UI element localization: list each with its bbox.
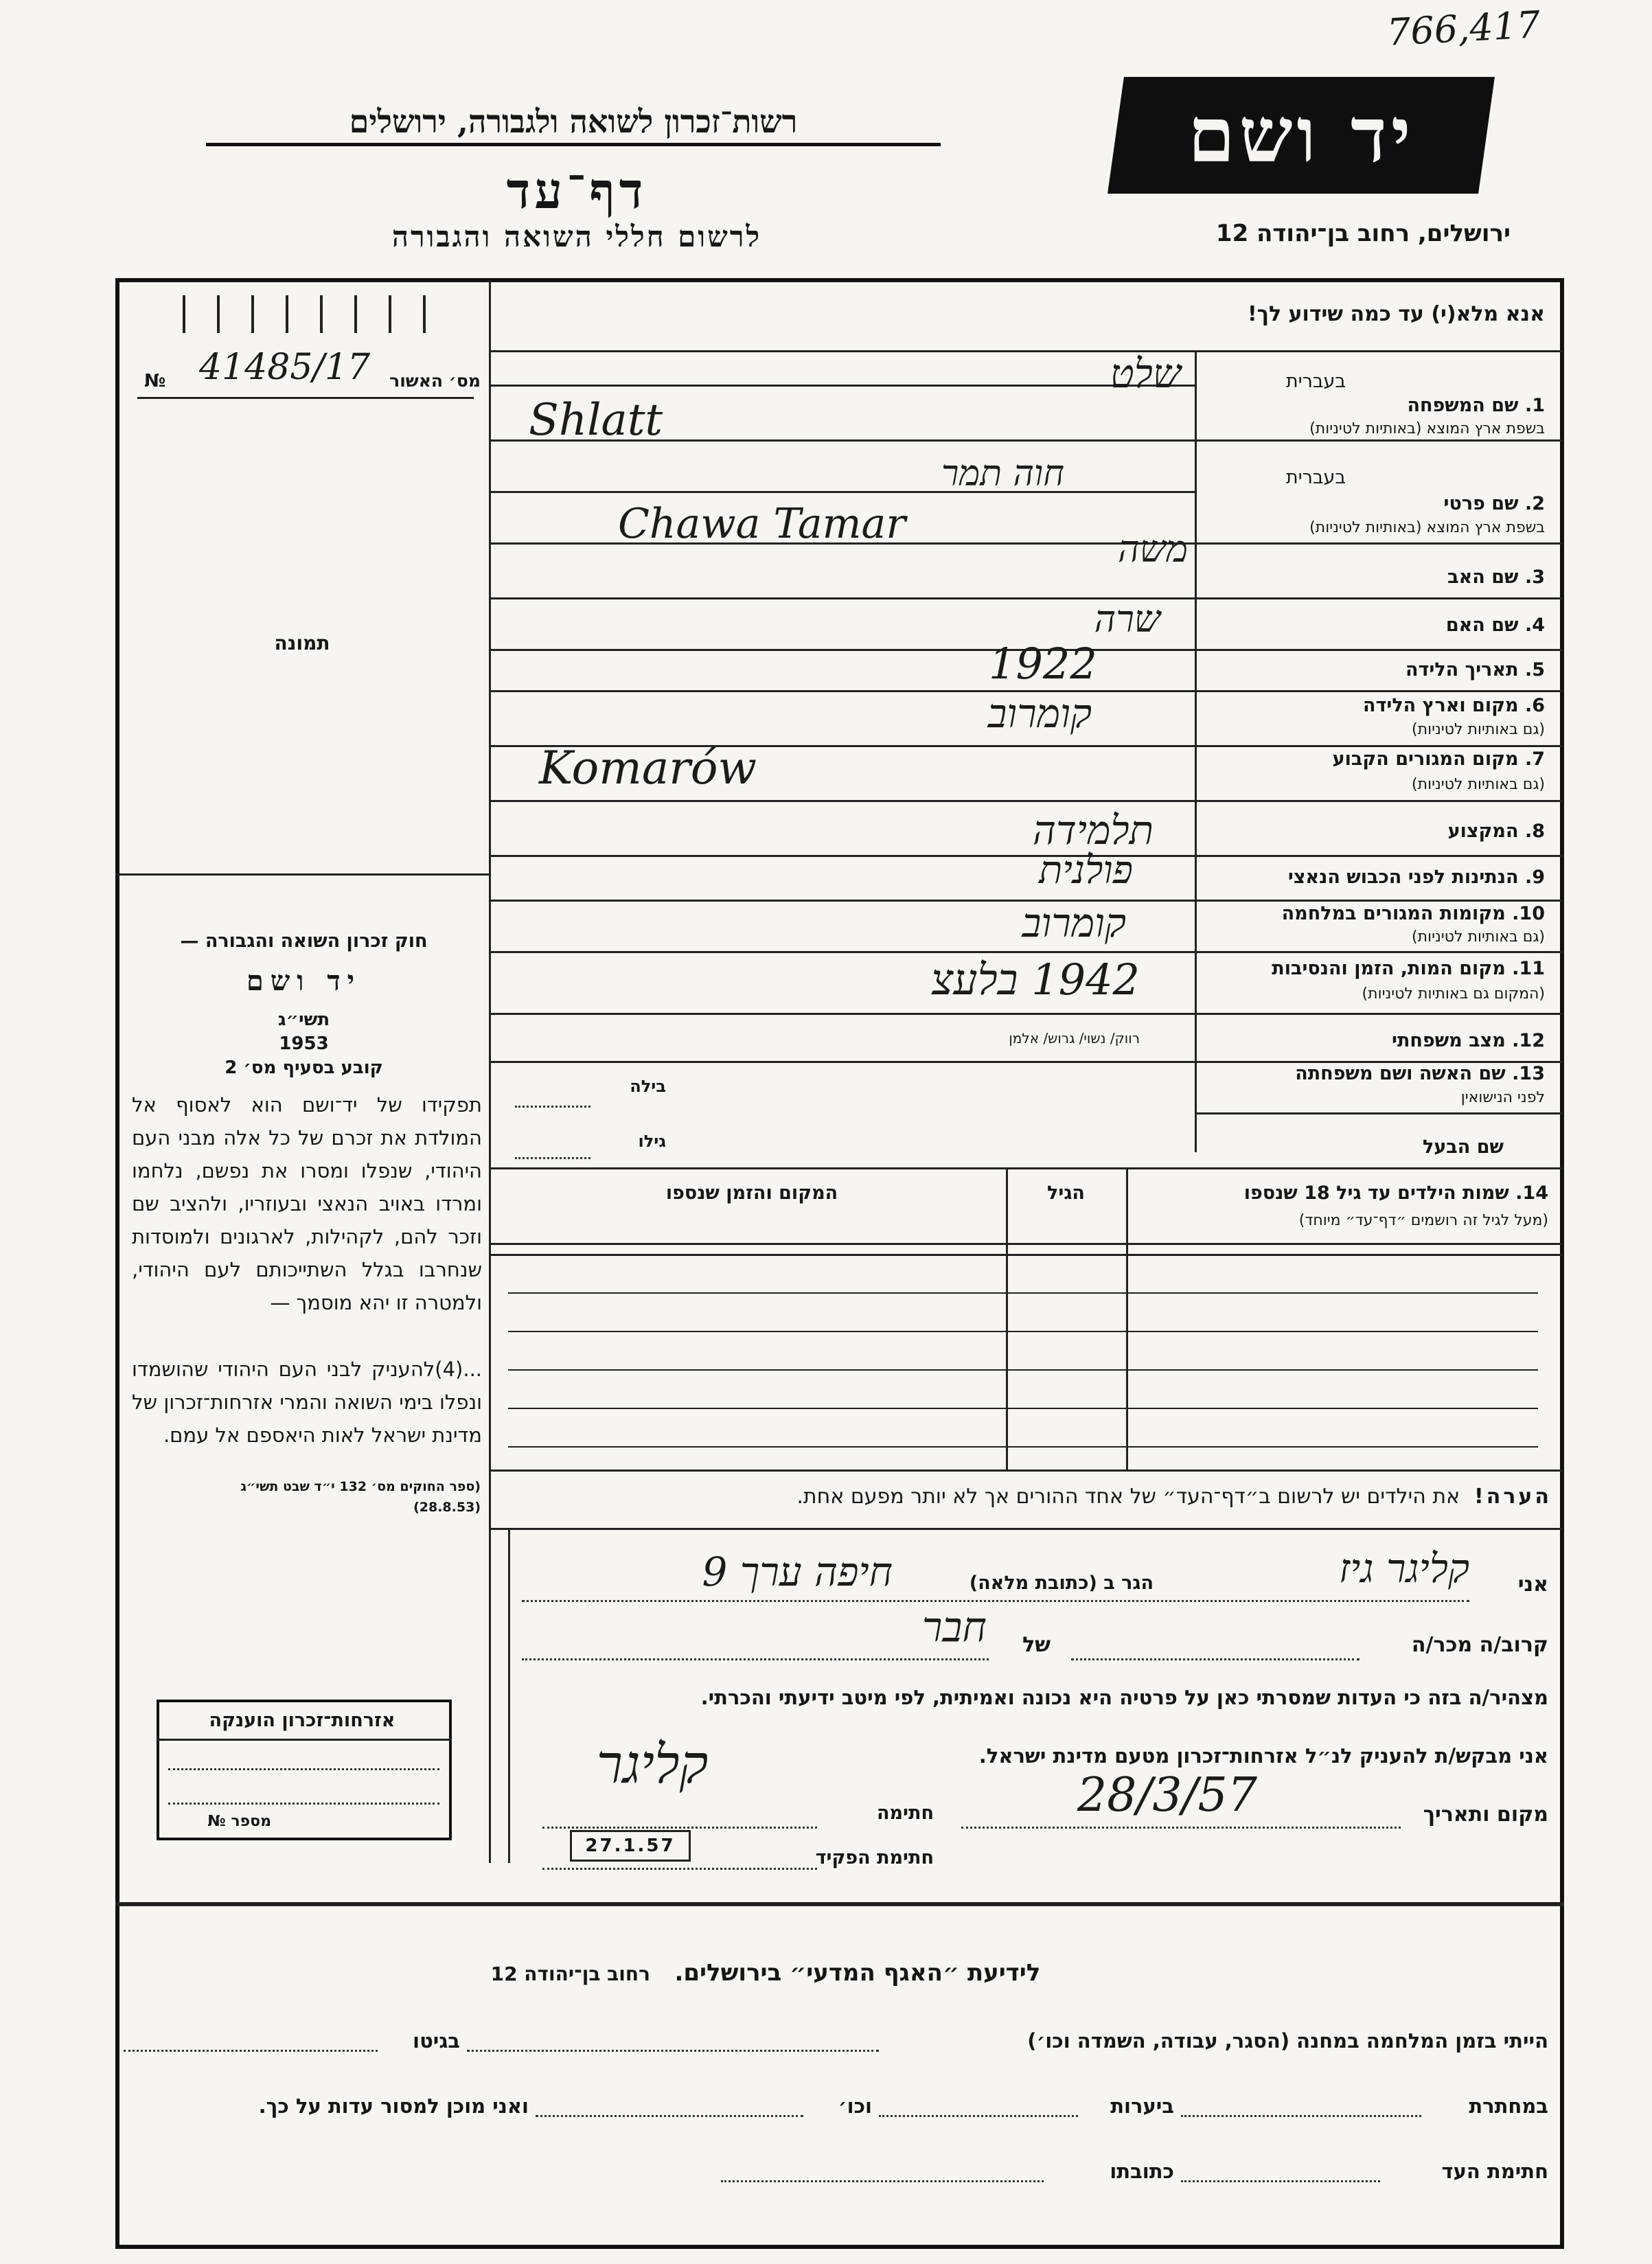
declaration: מצהיר/ה בזה כי העדות שמסרתי כאן על פרטיה היא נכונה ואמיתית, לפי מיטב ידיעתי והכרתי. bbox=[700, 1686, 1548, 1709]
signature-label: חתימה bbox=[876, 1803, 934, 1824]
yad-vashem-logo bbox=[1108, 77, 1495, 194]
field-12-label: 12. מצב משפחתי bbox=[1392, 1030, 1545, 1051]
field-2-value-latin: Chawa Tamar bbox=[618, 500, 906, 548]
field-13-value-label: בילה bbox=[630, 1077, 666, 1096]
hebrew-label-2: בעברית bbox=[1285, 467, 1346, 488]
field-10-note: (גם באותיות לטיניות) bbox=[1412, 928, 1545, 946]
declarant-address: חיפה ערך 9 bbox=[702, 1548, 893, 1595]
field-3-label: 3. שם האב bbox=[1447, 567, 1545, 588]
law-ref: (ספר החוקים מס׳ 132 י״ד שבט תשי״ג (28.8.53) bbox=[240, 1479, 481, 1515]
clerk-signature-label: חתימת הפקיד bbox=[815, 1847, 934, 1868]
law-section: קובע בסעיף מס׳ 2 bbox=[225, 1057, 383, 1078]
footer-line-1a: הייתי בזמן המלחמה במחנה (הסגר, עבודה, השמדה וכו׳) bbox=[1027, 2029, 1548, 2053]
field-11-note: (המקום גם באותיות לטיניות) bbox=[1362, 985, 1545, 1003]
declarant-ani: אני bbox=[1517, 1573, 1548, 1597]
field-5-label: 5. תאריך הלידה bbox=[1405, 659, 1545, 681]
field-9-label: 9. הנתינות לפני הכבוש הנאצי bbox=[1287, 867, 1545, 888]
field-7-value: Komarów bbox=[539, 742, 757, 794]
footer-line-3a: חתימת העד bbox=[1441, 2160, 1548, 2183]
footer-line-2a: במחתרת bbox=[1469, 2094, 1548, 2118]
children-note: (מעל לגיל זה רושמים ״דף־עד״ מיוחד) bbox=[1298, 1212, 1548, 1229]
field-6-label: 6. מקום וארץ הלידה bbox=[1362, 695, 1545, 716]
table-row bbox=[508, 1446, 1538, 1448]
footer-line-3b: כתובתו bbox=[1110, 2160, 1174, 2183]
field-3-value: משה bbox=[1118, 527, 1188, 571]
field-12-value: רווק/ נשוי/ גרוש/ אלמן bbox=[1009, 1030, 1140, 1047]
children-age-header: הגיל bbox=[1047, 1182, 1085, 1204]
place-date-label: מקום ותאריך bbox=[1423, 1803, 1548, 1827]
stamp-text: 27.1.57 bbox=[585, 1836, 676, 1856]
field-9-value: פולנית bbox=[1039, 848, 1133, 893]
certificate-title: אזרחות־זכרון הוענקה bbox=[209, 1710, 395, 1731]
law-body: תפקידו של יד־ושם הוא לאסוף אל המולדת את זכרם של כל אלה מבני העם היהודי, שנפלו ומסרו את נפשם, נלחמו ומרדו באויב הנאצי ובעוזריו, ולהציב שם וזכר להם, לקהילות, לארגונים ולמוסדות שנחרבו בגלל השתייכותם לעם היהודי, ולמטרה זו יהא מוסמך — bbox=[132, 1093, 482, 1314]
approval-number: 41485/17 bbox=[199, 347, 371, 388]
field-13-label: 13. שם האשה ושם משפחתה bbox=[1295, 1063, 1545, 1084]
husband-label: שם הבעל bbox=[1422, 1136, 1504, 1158]
place-date-value: 28/3/57 bbox=[1077, 1768, 1258, 1822]
declarant-name: קליגר גיז bbox=[1339, 1545, 1469, 1592]
stamp bbox=[570, 1830, 691, 1862]
declarant-resides: הגר ב (כתובת מלאה) bbox=[969, 1573, 1154, 1594]
field-1-value-latin: Shlatt bbox=[529, 395, 663, 446]
footer-line-2d: ואני מוכן למסור עדות על כך. bbox=[258, 2094, 529, 2118]
field-7-note: (גם באותיות לטיניות) bbox=[1412, 776, 1545, 793]
footer-title: לידיעת ״האגף המדעי״ בירושלים. רחוב בן־יהודה 12 bbox=[490, 1959, 1041, 1987]
field-5-value: 1922 bbox=[989, 639, 1097, 689]
relation-label: קרוב/ה מכר/ה bbox=[1411, 1633, 1548, 1657]
page-subtitle: לרשום חללי השואה והגבורה bbox=[391, 220, 762, 253]
logo-text: יד ושם bbox=[1187, 91, 1415, 179]
citizenship-request: אני מבקש/ת להעניק לנ״ל אזרחות־זכרון מטעם מדינת ישראל. bbox=[978, 1744, 1548, 1768]
field-6-note: (גם באותיות לטיניות) bbox=[1412, 721, 1545, 738]
photo-label: תמונה bbox=[274, 632, 330, 654]
archive-number: 766,417 bbox=[1386, 3, 1541, 54]
field-2-note: בשפת ארץ המוצא (באותיות לטיניות) bbox=[1309, 519, 1545, 536]
table-row bbox=[508, 1408, 1538, 1409]
field-10-value: קומרוב bbox=[1022, 900, 1126, 946]
page-title: דף־עד bbox=[506, 161, 647, 220]
field-4-label: 4. שם האם bbox=[1445, 615, 1545, 636]
table-row bbox=[508, 1292, 1538, 1294]
field-2-label: 2. שם פרטי bbox=[1443, 493, 1545, 514]
law-year: 1953 bbox=[279, 1033, 329, 1054]
org-line: רשות־זכרון לשואה ולגבורה, ירושלים bbox=[206, 103, 941, 146]
form-request: אנא מלא(י) עד כמה שידוע לך! bbox=[1247, 302, 1545, 326]
field-6-value: קומרוב bbox=[987, 690, 1092, 737]
children-place-header: המקום והזמן שנספו bbox=[665, 1182, 838, 1204]
signature: קליגר bbox=[596, 1734, 709, 1796]
law-name: יד ושם bbox=[246, 965, 362, 997]
children-label: 14. שמות הילדים עד גיל 18 שנספו bbox=[1243, 1182, 1548, 1204]
field-4-value: שרה bbox=[1094, 597, 1160, 641]
of-label: של bbox=[1022, 1633, 1051, 1657]
field-11-value: 1942 בלעצ bbox=[931, 954, 1140, 1005]
field-1-value-he: שלט bbox=[1110, 350, 1181, 397]
table-row bbox=[508, 1369, 1538, 1371]
field-2-value-he: חוה תמר bbox=[941, 453, 1064, 494]
field-11-label: 11. מקום המות, הזמן והנסיבות bbox=[1272, 958, 1545, 979]
declarant-relation: חבר bbox=[922, 1603, 987, 1651]
footer-line-2c: וכו׳ bbox=[838, 2094, 872, 2118]
field-1-label: 1. שם המשפחה bbox=[1407, 395, 1545, 416]
law-year-he: תשי״ג bbox=[277, 1009, 330, 1030]
hebrew-label-1: בעברית bbox=[1285, 371, 1346, 392]
law-body-2: ...(4)להעניק לבני העם היהודי שהושמדו ונפלו בימי השואה והמרי אזרחות־זכרון של מדינת ישראל לאות היאספם אל עמם. bbox=[132, 1358, 482, 1447]
certificate-number: מספר № bbox=[207, 1813, 271, 1830]
remark-text: הערה! את הילדים יש לרשום ב״דף־העד״ של אחד ההורים אך לא יותר מפעם אחת. bbox=[796, 1485, 1552, 1509]
field-10-label: 10. מקומות המגורים במלחמה bbox=[1281, 903, 1545, 924]
approval-label: מס׳ האשור bbox=[389, 371, 481, 391]
address: ירושלים, רחוב בן־יהודה 12 bbox=[1215, 220, 1511, 247]
table-row bbox=[508, 1331, 1538, 1332]
approval-symbol: № bbox=[144, 371, 166, 391]
field-13-note: לפני הנישואין bbox=[1460, 1089, 1545, 1106]
footer-line-1b: בגיטו bbox=[413, 2029, 460, 2053]
footer-line-2b: ביערות bbox=[1110, 2094, 1174, 2118]
law-title: חוק זכרון השואה והגבורה — bbox=[180, 930, 428, 952]
field-8-label: 8. המקצוע bbox=[1447, 821, 1545, 842]
husband-value-label: גילו bbox=[638, 1132, 666, 1151]
field-8-value: תלמידה bbox=[1032, 807, 1154, 854]
tick-marks bbox=[151, 295, 453, 333]
field-1-note: בשפת ארץ המוצא (באותיות לטיניות) bbox=[1309, 420, 1545, 437]
field-7-label: 7. מקום המגורים הקבוע bbox=[1332, 748, 1545, 770]
